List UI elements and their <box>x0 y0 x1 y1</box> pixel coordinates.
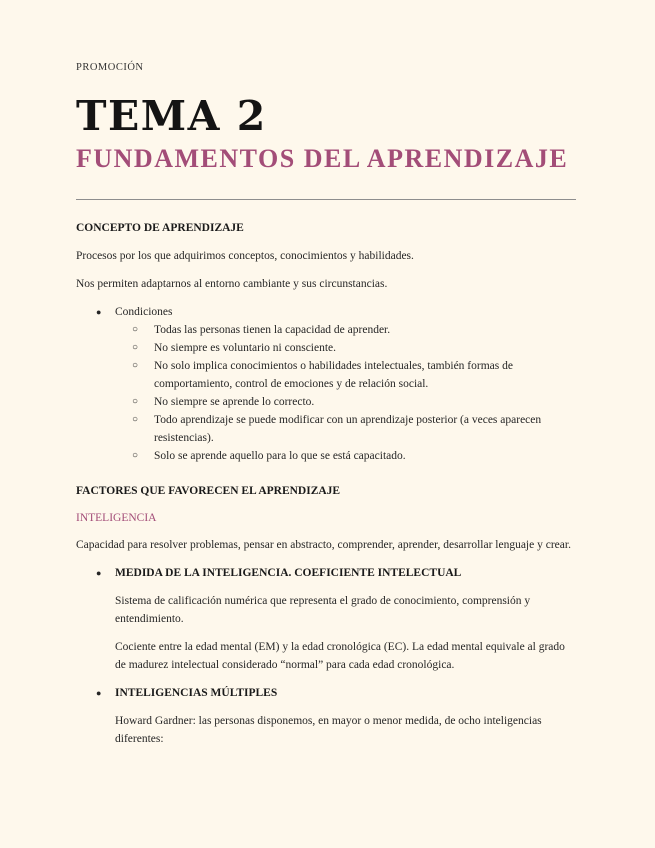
conditions-list <box>76 303 576 465</box>
paragraph: Howard Gardner: las personas disponemos, en mayor o menor medida, de ocho inteligencias diferentes: <box>115 715 542 745</box>
section-heading-concepto: CONCEPTO DE APRENDIZAJE <box>76 222 244 234</box>
kicker-label: PROMOCIÓN <box>76 62 144 73</box>
list-item <box>76 411 576 447</box>
list-item <box>76 339 576 357</box>
paragraph: Cociente entre la edad mental (EM) y la edad cronológica (EC). La edad mental equivale al grado de madurez intelectual considerado “normal” para cada edad cronológica. <box>115 641 565 671</box>
intelligence-list <box>76 564 576 582</box>
list-item-text: Todas las personas tienen la capacidad de aprender. <box>154 324 391 336</box>
paragraph: Sistema de calificación numérica que representa el grado de conocimiento, comprensión y entendimiento. <box>115 595 531 625</box>
page-title: TEMA 2 <box>76 92 267 140</box>
list-item <box>76 564 576 582</box>
list-item-text: No siempre es voluntario ni consciente. <box>154 342 337 354</box>
bullet-heading: MEDIDA DE LA INTELIGENCIA. COEFICIENTE INTELECTUAL <box>115 567 462 579</box>
list-item-text: Solo se aprende aquello para lo que se está capacitado. <box>154 450 406 462</box>
bullet-icon: ● <box>96 307 102 317</box>
list-item <box>76 321 576 339</box>
list-item <box>76 393 576 411</box>
paragraph: Capacidad para resolver problemas, pensar en abstracto, comprender, aprender, desarrollar lenguaje y crear. <box>76 539 571 551</box>
list-item-label: Condiciones <box>115 306 173 318</box>
document-body <box>76 219 576 748</box>
list-item <box>76 357 576 393</box>
circle-bullet-icon: ○ <box>132 414 139 425</box>
list-item <box>76 684 576 702</box>
page-subtitle: FUNDAMENTOS DEL APRENDIZAJE <box>76 144 569 173</box>
conditions-sublist <box>115 321 576 465</box>
list-item-text: No siempre se aprende lo correcto. <box>154 396 315 408</box>
list-item <box>76 447 576 465</box>
section-heading-factores: FACTORES QUE FAVORECEN EL APRENDIZAJE <box>76 485 341 497</box>
paragraph: Procesos por los que adquirimos conceptos, conocimientos y habilidades. <box>76 250 414 262</box>
list-item-text: No solo implica conocimientos o habilidades intelectuales, también formas de comportamiento, control de emociones y de relación social. <box>154 360 513 390</box>
circle-bullet-icon: ○ <box>132 360 139 371</box>
bullet-icon: ● <box>96 688 102 698</box>
circle-bullet-icon: ○ <box>132 396 139 407</box>
paragraph: Nos permiten adaptarnos al entorno cambiante y sus circunstancias. <box>76 278 388 290</box>
circle-bullet-icon: ○ <box>132 342 139 353</box>
bullet-icon: ● <box>96 568 102 578</box>
circle-bullet-icon: ○ <box>132 324 139 335</box>
subsection-heading-inteligencia: INTELIGENCIA <box>76 512 157 524</box>
list-item <box>76 303 576 465</box>
bullet-heading: INTELIGENCIAS MÚLTIPLES <box>115 687 278 699</box>
list-item-text: Todo aprendizaje se puede modificar con un aprendizaje posterior (a veces aparecen resistencias). <box>154 414 542 444</box>
title-divider <box>76 199 576 200</box>
circle-bullet-icon: ○ <box>132 450 139 461</box>
multiple-intelligence-list <box>76 684 576 702</box>
